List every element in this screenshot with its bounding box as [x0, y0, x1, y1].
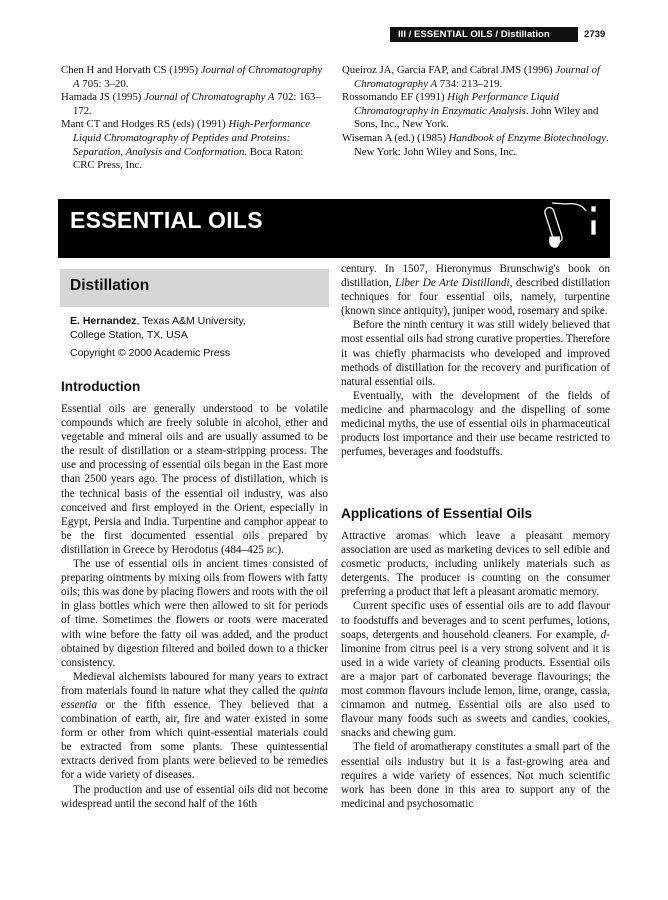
- right-column-bottom: [341, 529, 610, 811]
- author-name: E. Hernandez: [70, 315, 137, 327]
- author-location: College Station, TX, USA: [70, 329, 188, 341]
- paragraph: Before the ninth century it was still widely believed that most essential oils had strong curative properties. Therefore it was chiefly pharmacists who developed and improved methods of distillation for the recovery and purification of natural essential oils.: [341, 319, 610, 388]
- paragraph: Essential oils are generally understood to be volatile compounds which are freely soluble in alcohol, ether and vegetable and mineral oils and are usually assumed to be the result of distillation or a steam-stripping process. The use and processing of essential oils began in the East more than 2500 years ago. The process of distillation, which is the technical basis of the essential oil industry, was also conceived and first employed in the Orient, especially in Egypt, Persia and India. Turpentine and camphor appear to be the first documented essential oils prepared by distillation in Greece by Herodotus (484–425 bc).: [61, 403, 328, 556]
- reference-item: Wiseman A (ed.) (1985) Handbook of Enzyme Biotechnology. New York: John Wiley and Sons, Inc.: [342, 131, 609, 158]
- reference-list-left: [61, 64, 327, 173]
- article-title: Distillation: [70, 277, 150, 294]
- paragraph: Medieval alchemists laboured for many years to extract from materials found in nature what they called the quinta essentia or the fifth essence. They believed that a combination of earth, air, fire and water existed in some form or other from which quint-essential materials could be extracted from some plants. These quintessential extracts derived from plants were believed to be remedies for a wide variety of diseases.: [61, 670, 328, 782]
- author-affiliation: , Texas A&M University,: [136, 315, 246, 327]
- paragraph: Attractive aromas which leave a pleasant memory association are used as marketing devices to sell edible and cosmetic products, including unlikely materials such as detergents. The producer is counting on the consumer preferring a product that left a pleasant aromatic memory.: [341, 530, 610, 599]
- paragraph: century. In 1507, Hieronymus Brunschwig's book on distillation, Liber De Arte Distillandi, described distillation techniques for four essential oils, namely, turpentine (known since antiquity), juniper wood, rosemary and spike.: [341, 263, 610, 318]
- section-heading-introduction: Introduction: [61, 379, 141, 394]
- test-tube-pipette-icon: [536, 199, 610, 258]
- banner-title: ESSENTIAL OILS: [70, 207, 263, 233]
- reference-item: Chen H and Horvath CS (1995) Journal of Chromatography A 705: 3–20.: [61, 64, 323, 90]
- reference-item: Mant CT and Hodges RS (eds) (1991) High-Performance Liquid Chromatography of Peptides and Proteins: Separation, Analysis and Conformation. Boca Raton: CRC Press, Inc.: [61, 118, 310, 172]
- author-block: [70, 314, 246, 342]
- reference-item: Queiroz JA, Garcia FAP, and Cabral JMS (1996) Journal of Chromatography A 734: 213–219.: [342, 64, 600, 90]
- article-title-box: [60, 269, 329, 307]
- paragraph: Eventually, with the development of the fields of medicine and pharmacology and the dispelling of some medicinal myths, the use of essential oils in pharmaceutical products lost importance and their use became restricted to perfumes, beverages and foodstuffs.: [341, 389, 610, 459]
- page-number: 2739: [584, 29, 606, 40]
- section-heading-applications: Applications of Essential Oils: [341, 506, 533, 521]
- paragraph: The production and use of essential oils did not become widespread until the second half of the 16th: [61, 783, 328, 810]
- right-column-top: [341, 262, 610, 459]
- reference-item: Hamada JS (1995) Journal of Chromatography A 702: 163–172.: [61, 91, 321, 117]
- reference-item: Rossomando EF (1991) High Performance Liquid Chromatography in Enzymatic Analysis. John Wiley and Sons, Inc., New York.: [342, 91, 599, 131]
- section-banner: [58, 199, 610, 258]
- running-title: III / ESSENTIAL OILS / Distillation: [398, 29, 550, 40]
- left-column: [61, 402, 328, 811]
- running-header: [0, 27, 668, 45]
- paragraph: Current specific uses of essential oils are to add flavour to foodstuffs and beverages and to scent perfumes, lotions, soaps, detergents and household cleaners. For example, d-limonine from citrus peel is a very strong solvent and it is used in a wide variety of cleaning products. Essential oils are a major part of carbonated beverage flavourings; the most common flavours include lemon, lime, orange, cassia, cinnamon and nutmeg. Essential oils are also used to flavour many foods such as sweets and candies, cookies, snacks and chewing gum.: [341, 600, 610, 740]
- copyright-notice: Copyright © 2000 Academic Press: [70, 347, 231, 359]
- reference-list-right: [342, 64, 610, 159]
- paragraph: The use of essential oils in ancient times consisted of preparing ointments by mixing oils from flowers with fatty oils; this was done by placing flowers and roots with the oil in glass bottles which were then allowed to sit for periods of time. Sometimes the flowers or roots were macerated with wine before the fatty oil was added, and the product obtained by digestion filtered and boiled down to a thicker consistency.: [61, 558, 328, 669]
- paragraph: The field of aromatherapy constitutes a small part of the essential oils industry but it is a fast-growing area and requires a wide variety of essences. Not much scientific work has been done in this area to support any of the medicinal and psychosomatic: [341, 741, 610, 810]
